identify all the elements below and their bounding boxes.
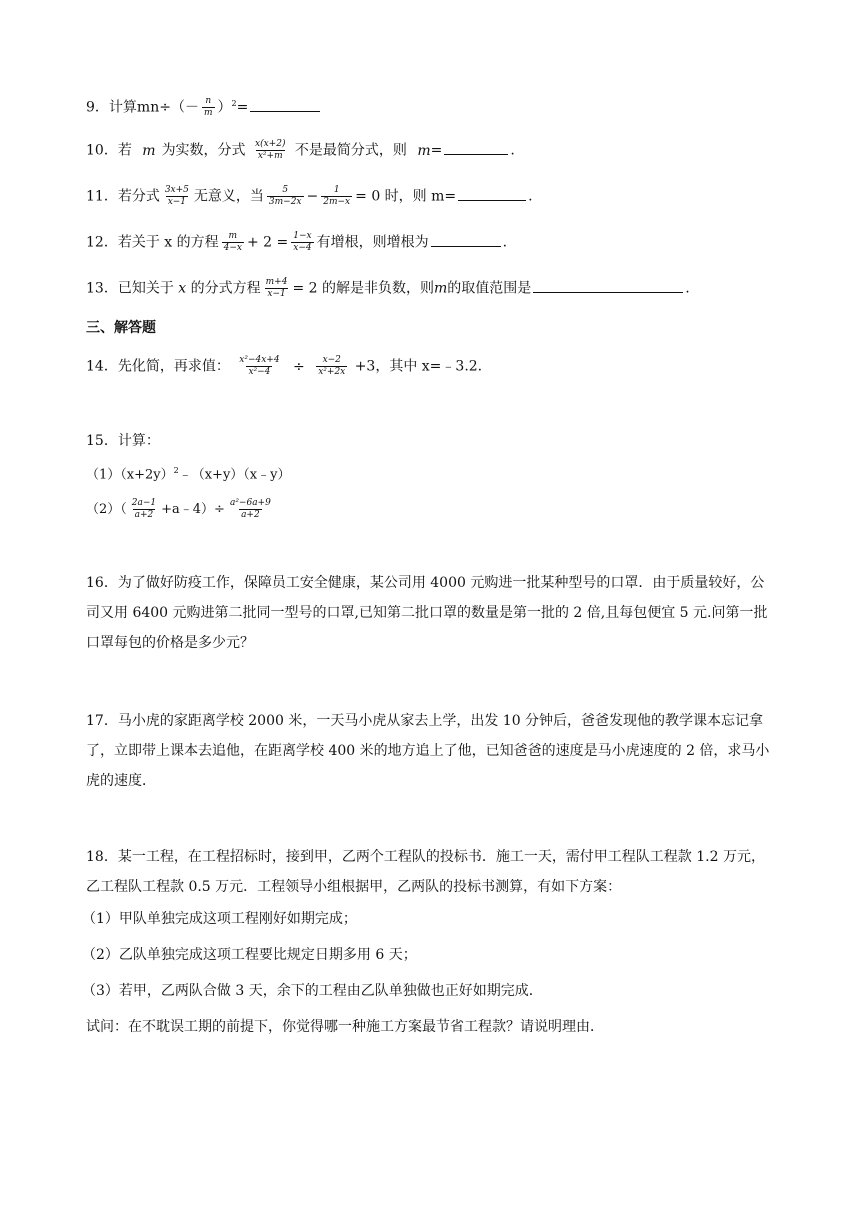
q12-answer-blank[interactable] [431,232,501,247]
q12-f1-num: m [228,231,238,241]
q10-label: 10．若 [86,142,132,159]
question-15-part2 [86,498,276,521]
question-14 [86,355,482,378]
q10-var-m: m [142,142,156,159]
q12-label: 12．若关于 x 的方程 [86,234,219,251]
q11-fraction1 [163,185,191,208]
q13-label: 13．已知关于 [86,280,174,297]
q14-f2-den: x²+2x [318,367,346,377]
question-9 [86,93,322,119]
q13-end: . [685,280,690,297]
question-15-part1 [86,460,290,486]
q9-fraction [202,96,215,119]
q10-answer-blank[interactable] [444,140,508,155]
q11-f2-num: 5 [282,185,289,195]
question-10 [86,139,515,162]
q11-fraction3 [321,185,352,208]
q14-divide: ÷ [293,358,305,375]
q10-text1: 为实数，分式 [161,142,246,159]
q13-var-x: x [178,280,187,297]
q11-text1: 无意义，当 [193,188,264,205]
q9-answer-blank[interactable] [250,97,320,112]
q11-f3-num: 1 [333,185,340,195]
q12-fraction2 [291,231,313,254]
q15-p2-b: +a﹣4）÷ [161,502,225,517]
q10-text2: 不是最简分式，则 [294,142,407,159]
q13-text2: = 2 的解是非负数，则 [292,280,434,297]
q14-fraction1 [237,355,281,378]
question-18-option3: （3）若甲，乙两队合做 3 天，余下的工程由乙队单独做也正好如期完成． [82,983,543,999]
question-18-intro: 18．某一工程，在工程招标时，接到甲，乙两个工程队的投标书．施工一天，需付甲工程队工程款 1.2 万元，乙工程队工程款 0.5 万元．工程领导小组根据甲，乙两队的投标书测算，有如下方案： [86,849,765,895]
q11-f1-den: x−1 [167,197,187,207]
question-16: 16．为了做好防疫工作，保障员工安全健康，某公司用 4000 元购进一批某种型号的口罩．由于质量较好，公司又用 6400 元购进第二批同一型号的口罩,已知第二批口罩的数量是第一批的 2 倍,且每包便宜 5 元.问第一批口罩每包的价格是多少元？ [86,575,768,651]
q13-text1: 的分式方程 [190,280,261,297]
q10-fraction [253,139,287,162]
q9-label: 9．计算 [86,99,137,116]
q12-end: . [502,234,508,251]
q10-frac-den: x²+m [257,151,283,161]
question-12 [86,231,507,254]
q15-p2f-den: a+2 [134,510,154,520]
question-11 [86,185,533,208]
q10-var-m2: m [417,142,431,159]
q14-text: +3，其中 x=﹣3.2. [354,358,483,375]
q13-var-m: m [434,280,448,297]
q9-frac-num: n [205,96,212,107]
q11-label: 11．若分式 [86,188,160,205]
q9-expr: mn÷（－ [136,99,199,116]
q15-p1-sup: 2 [173,466,179,475]
q10-eq: = [430,142,443,159]
q14-f2-num: x−2 [322,355,341,365]
q12-text1: + 2 = [246,234,289,251]
q15-p2-a: （2）（ [86,502,127,517]
q11-end: . [528,188,533,205]
q9-sup: 2 [231,99,237,108]
q11-f1-num: 3x+5 [164,185,189,195]
q14-label: 14．先化简，再求值： [86,358,230,375]
q13-text3: 的取值范围是 [447,280,532,297]
question-15-title: 15．计算： [86,433,160,449]
q10-frac-num: x(x+2) [255,139,286,149]
q15-p2f-num: 2a−1 [131,498,157,508]
question-18-ask: 试问：在不耽误工期的前提下，你觉得哪一种施工方案最节省工程款？请说明理由． [86,1019,604,1035]
q9-close: ） [217,99,232,116]
q11-f2-den: 3m−2x [268,197,302,207]
q13-answer-blank[interactable] [533,278,683,293]
q11-f3-den: 2m−x [323,197,351,207]
q14-fraction2 [316,355,347,378]
q12-f1-den: 4−x [223,243,242,253]
q12-fraction1 [222,231,244,254]
q14-f1-num: x²−4x+4 [239,355,280,365]
q11-answer-blank[interactable] [458,186,526,201]
question-18-option1: （1）甲队单独完成这项工程刚好如期完成； [82,911,357,927]
q14-f1-den: x²−4 [248,367,271,377]
q9-eq: = [236,99,249,116]
q12-f2-num: 1−x [293,231,312,241]
q15-p1-b: ﹣（x+y）（x﹣y） [178,467,291,483]
q15-p2-fraction1 [130,498,158,521]
q15-p2g-den: a+2 [241,510,260,520]
q15-p1-a: （1）（x+2y） [86,467,174,483]
question-17: 17．马小虎的家距离学校 2000 米，一天马小虎从家去上学，出发 10 分钟后，爸爸发现他的教学课本忘记拿了，立即带上课本去追他，在距离学校 400 米的地方追上了他，已知爸爸的速度是马小虎速度的 2 倍，求马小虎的速度． [86,713,770,789]
section-heading: 三、解答题 [86,320,156,336]
q15-p2-fraction2 [228,498,273,521]
q9-frac-den: m [203,108,213,119]
q15-p2g-num: a²−6a+9 [229,498,271,508]
q13-f-den: x−1 [267,289,286,299]
q13-f-num: m+4 [265,277,288,287]
q10-end: . [510,142,515,159]
q13-fraction [264,277,290,300]
q11-text2: = 0 时，则 m= [355,188,457,205]
q12-f2-den: x−4 [293,243,312,253]
question-18-option2: （2）乙队单独完成这项工程要比规定日期多用 6 天； [82,947,417,963]
q12-text2: 有增根，则增根为 [316,234,429,251]
q11-minus: − [306,188,319,205]
q11-fraction2 [267,185,304,208]
question-13 [86,277,690,300]
